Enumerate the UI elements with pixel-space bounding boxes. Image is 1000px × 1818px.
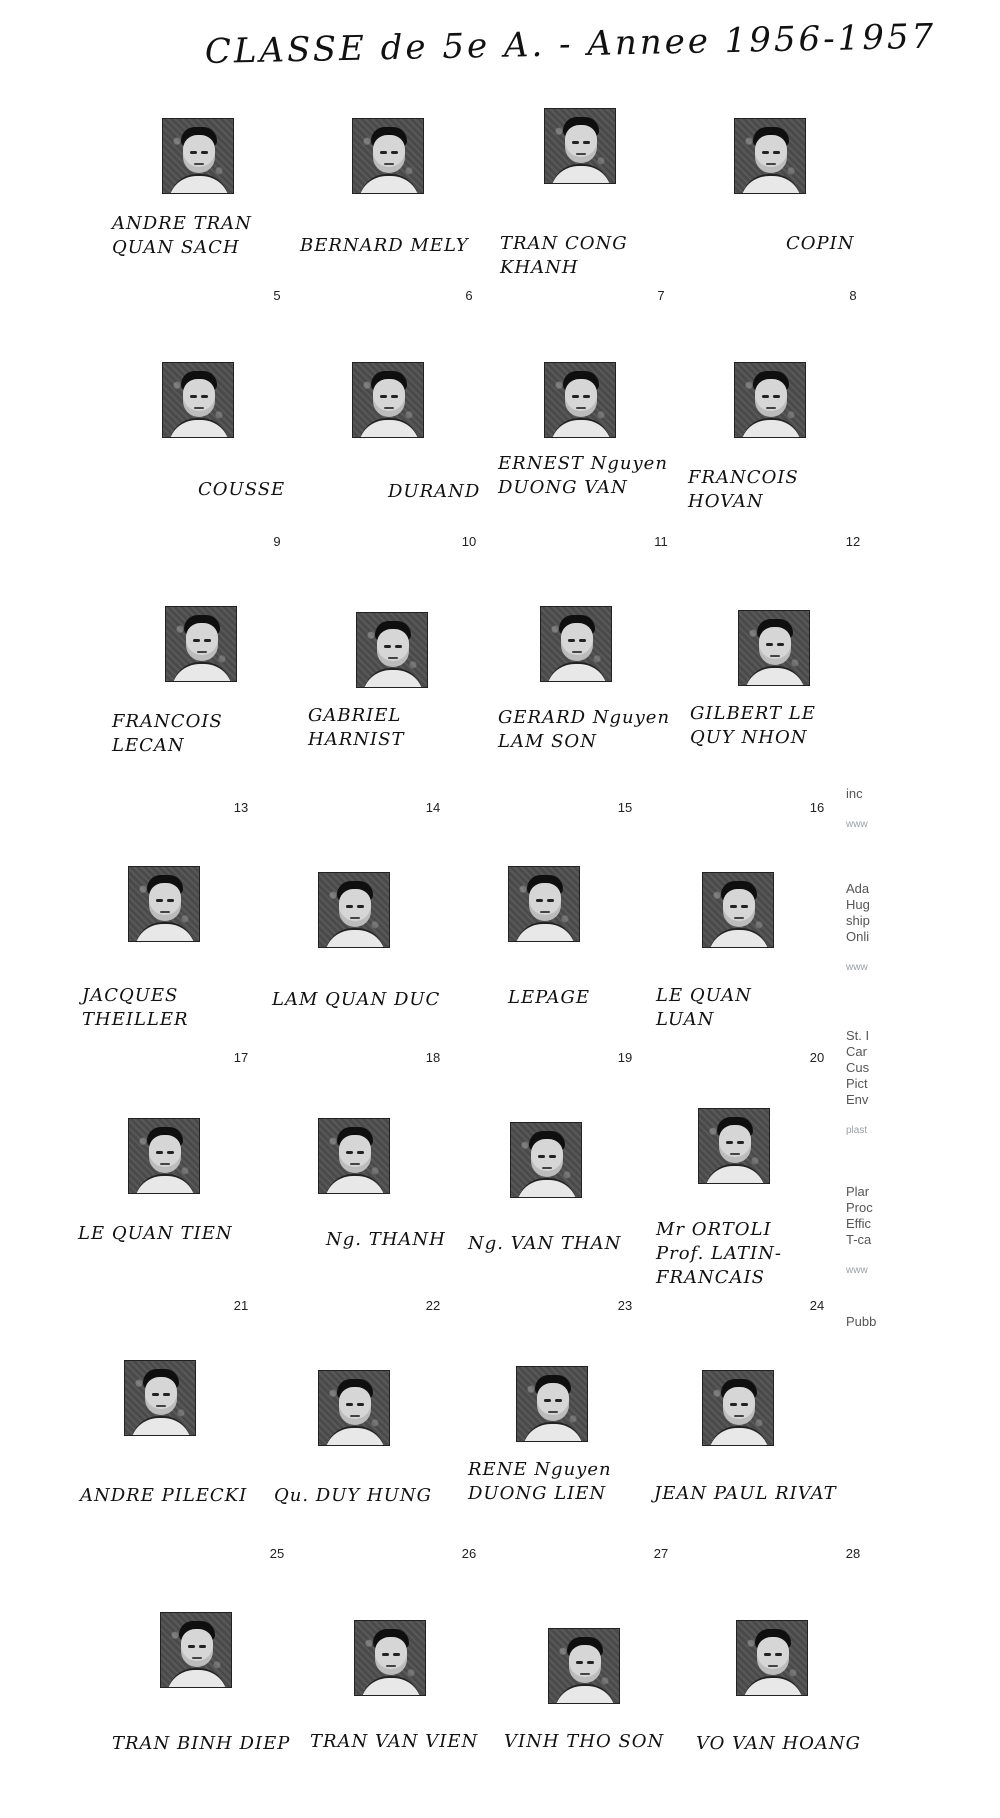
student-number: 27 — [653, 1546, 669, 1561]
student-number: 18 — [425, 1050, 441, 1065]
side-fragment-text: Plar Proc Effic T-ca — [846, 1184, 873, 1247]
student-name: BERNARD MELY — [300, 235, 469, 256]
student-name: TRAN BINH DIEP — [112, 1733, 291, 1754]
class-title: CLASSE de 5e A. - Annee 1956-1957 — [204, 16, 937, 72]
student-number: 11 — [654, 534, 668, 549]
side-fragment-text: inc — [846, 786, 863, 801]
student-name: Qu. DUY HUNG — [274, 1485, 432, 1506]
student-name: Mr ORTOLI Prof. LATIN-FRANCAIS — [656, 1219, 782, 1288]
student-name: Ng. THANH — [326, 1229, 446, 1250]
student-photo — [124, 1360, 196, 1436]
student-photo — [162, 362, 234, 438]
student-number: 8 — [849, 288, 857, 303]
student-photo — [352, 118, 424, 194]
side-fragment — [846, 1168, 880, 1293]
student-number: 10 — [461, 534, 477, 549]
side-fragment-url: www — [846, 819, 868, 830]
student-photo — [160, 1612, 232, 1688]
student-photo — [544, 362, 616, 438]
student-name: COPIN — [786, 233, 855, 254]
student-number: 21 — [233, 1298, 249, 1313]
student-name: ERNEST Nguyen DUONG VAN — [498, 453, 668, 498]
student-number: 16 — [809, 800, 825, 815]
student-photo — [548, 1628, 620, 1704]
student-photo — [510, 1122, 582, 1198]
student-number: 15 — [617, 800, 633, 815]
side-fragment-text: St. I Car Cus Pict Env — [846, 1028, 870, 1107]
side-fragment-text: Pubb — [846, 1314, 877, 1329]
student-name: JACQUES THEILLER — [82, 985, 189, 1030]
student-number: 13 — [233, 800, 249, 815]
student-number: 9 — [273, 534, 281, 549]
student-photo — [736, 1620, 808, 1696]
side-fragment — [846, 1012, 880, 1153]
student-photo — [508, 866, 580, 942]
student-name: TRAN VAN VIEN — [310, 1731, 479, 1752]
student-number: 24 — [809, 1298, 825, 1313]
student-name: RENE Nguyen DUONG LIEN — [468, 1459, 612, 1504]
student-number: 19 — [617, 1050, 633, 1065]
student-number: 5 — [273, 288, 281, 303]
student-name: FRANCOIS HOVAN — [688, 467, 799, 512]
side-fragment — [846, 865, 880, 990]
side-fragment-url: plast — [846, 1125, 868, 1136]
student-photo — [318, 1370, 390, 1446]
student-photo — [128, 866, 200, 942]
student-name: GABRIEL HARNIST — [308, 705, 405, 750]
student-number: 17 — [233, 1050, 249, 1065]
student-number: 6 — [465, 288, 473, 303]
side-fragment-text: Ada Hug ship Onli — [846, 881, 870, 944]
student-number: 26 — [461, 1546, 477, 1561]
student-name: VO VAN HOANG — [696, 1733, 861, 1754]
student-photo — [702, 872, 774, 948]
student-number: 23 — [617, 1298, 633, 1313]
student-photo — [162, 118, 234, 194]
student-number: 25 — [269, 1546, 285, 1561]
student-photo — [318, 872, 390, 948]
student-number: 12 — [845, 534, 861, 549]
student-name: LAM QUAN DUC — [272, 989, 441, 1010]
student-name: ANDRE TRAN QUAN SACH — [112, 213, 252, 258]
student-number: 7 — [657, 288, 665, 303]
student-name: LE QUAN LUAN — [656, 985, 752, 1030]
student-name: Ng. VAN THAN — [468, 1233, 622, 1254]
student-photo — [698, 1108, 770, 1184]
student-name: VINH THO SON — [504, 1731, 665, 1752]
student-photo — [738, 610, 810, 686]
student-photo — [702, 1370, 774, 1446]
side-fragment — [846, 1298, 880, 1362]
student-name: JEAN PAUL RIVAT — [654, 1483, 837, 1504]
side-fragment — [846, 770, 880, 847]
student-name: DURAND — [388, 481, 481, 502]
student-name: LEPAGE — [508, 987, 591, 1008]
student-photo — [354, 1620, 426, 1696]
student-photo — [734, 118, 806, 194]
student-number: 20 — [809, 1050, 825, 1065]
side-fragment-url: www — [846, 962, 868, 973]
student-photo — [318, 1118, 390, 1194]
student-photo — [734, 362, 806, 438]
student-name: ANDRE PILECKI — [80, 1485, 248, 1506]
student-name: GERARD Nguyen LAM SON — [498, 707, 671, 752]
student-photo — [128, 1118, 200, 1194]
student-number: 28 — [845, 1546, 861, 1561]
student-number: 22 — [425, 1298, 441, 1313]
student-photo — [540, 606, 612, 682]
student-photo — [165, 606, 237, 682]
student-name: GILBERT LE QUY NHON — [690, 703, 816, 748]
side-fragment-url: www — [846, 1265, 868, 1276]
student-photo — [516, 1366, 588, 1442]
student-photo — [356, 612, 428, 688]
student-number: 14 — [425, 800, 441, 815]
student-name: LE QUAN TIEN — [78, 1223, 233, 1244]
student-name: TRAN CONG KHANH — [500, 233, 628, 278]
student-name: COUSSE — [198, 479, 286, 500]
student-photo — [544, 108, 616, 184]
student-name: FRANCOIS LECAN — [112, 711, 223, 756]
student-photo — [352, 362, 424, 438]
